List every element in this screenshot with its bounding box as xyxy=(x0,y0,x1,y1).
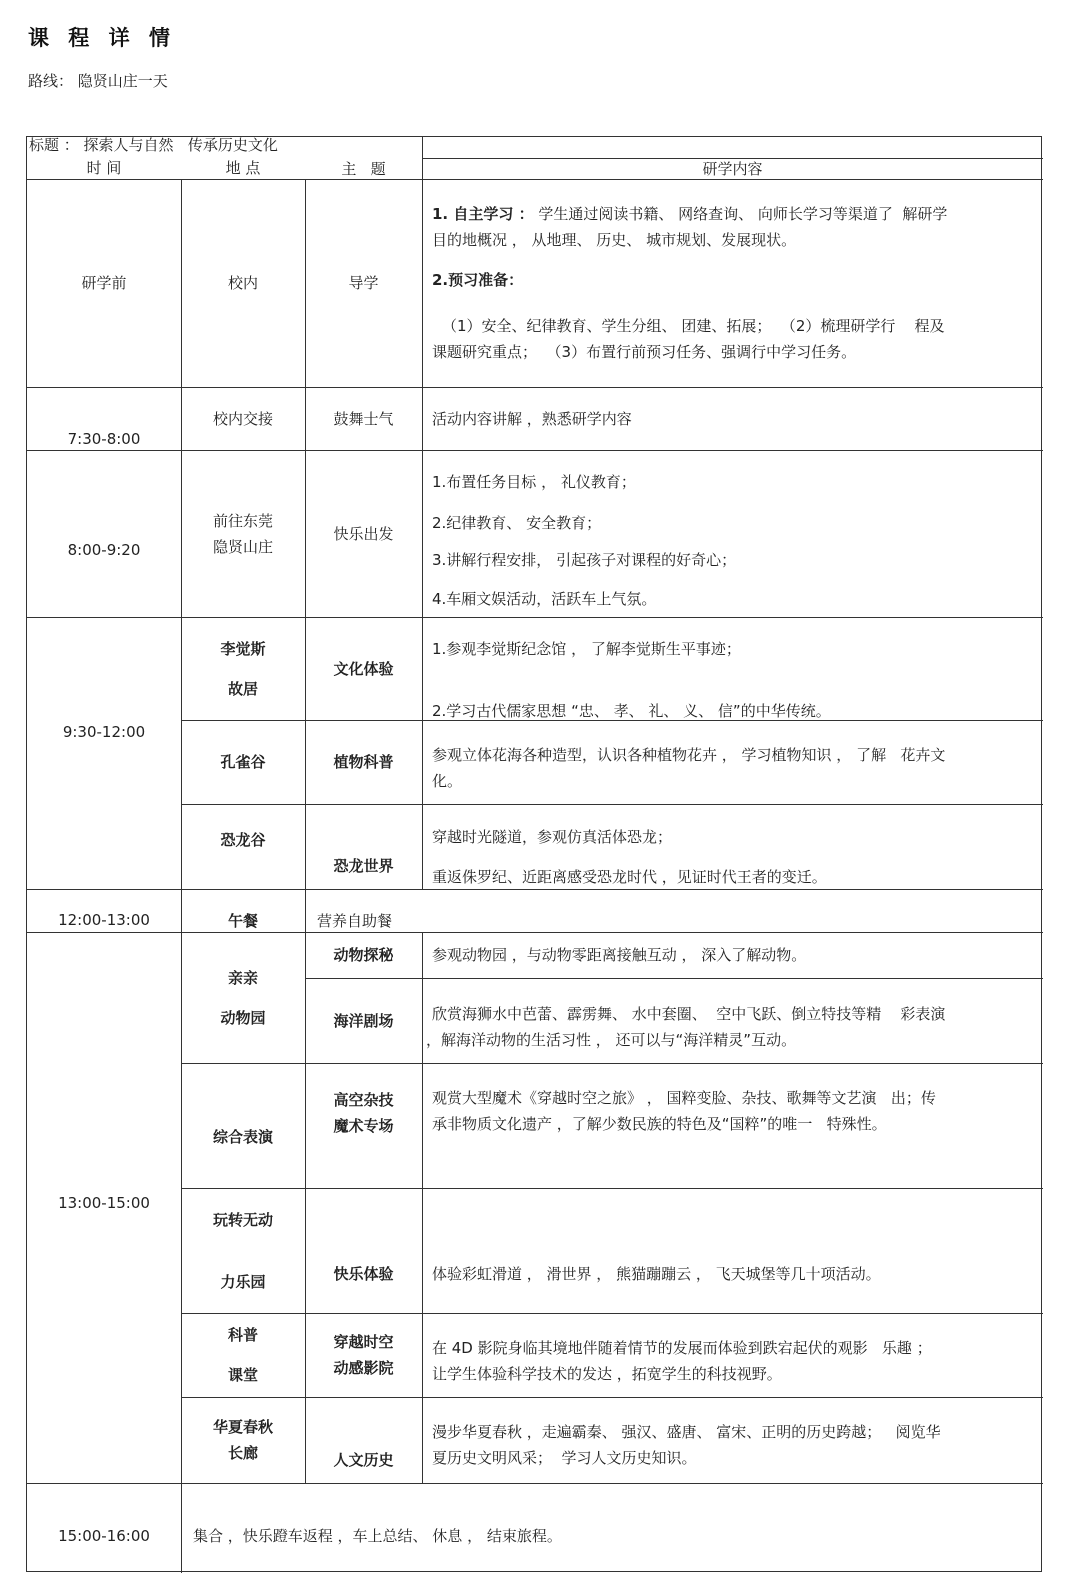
theme-line: 魔术专场 xyxy=(333,1117,394,1135)
content-line: 在 4D 影院身临其境地伴随着情节的发展而体验到跌宕起伏的观影 乐趣 ； xyxy=(432,1339,932,1357)
content-line: 目的地概况 ， 从地理、 历史、 城市规划、发展现状。 xyxy=(432,231,797,249)
theme-cell: 植物科普 xyxy=(333,753,394,771)
location-line: 亲亲 xyxy=(227,968,258,987)
theme-cell: 恐龙世界 xyxy=(333,857,394,875)
content-line: 参观动物园 ，与动物零距离接触互动 ， 深入了解动物。 xyxy=(432,946,807,964)
content-line: 欣赏海狮水中芭蕾、霹雳舞、 水中套圈、 空中飞跃、倒立特技等精 彩表演 xyxy=(432,1005,946,1023)
theme-cell: 鼓舞士气 xyxy=(333,409,394,428)
content-line: 漫步华夏春秋 ，走遍霸秦、 强汉、盛唐、 富宋、正明的历史跨越； 阅览华 xyxy=(432,1423,941,1441)
content-line: 2.学习古代儒家思想 “忠、 孝、 礼、 义、 信”的中华传统。 xyxy=(432,702,831,720)
location-line: 李觉斯 xyxy=(220,639,266,658)
content-line: 4.车厢文娱活动，活跃车上气氛。 xyxy=(432,590,657,608)
location-cell: 校内交接 xyxy=(212,409,273,428)
header-time: 时 间 xyxy=(86,159,122,177)
content-line: 1.参观李觉斯纪念馆 ， 了解李觉斯生平事迹； xyxy=(432,640,741,658)
content-line: 活动内容讲解 ，熟悉研学内容 xyxy=(432,409,632,428)
location-cell: 综合表演 xyxy=(212,1128,273,1146)
return-content: 集合 ，快乐蹬车返程 ，车上总结、 休息 ， 结束旅程。 xyxy=(193,1527,562,1545)
content-line: 学生通过阅读书籍、 网络查询、 向师长学习等渠道了 解研学 xyxy=(533,205,948,223)
content-cell xyxy=(422,450,1043,617)
content-line: 夏历史文明风采； 学习人文历史知识。 xyxy=(432,1449,697,1467)
theme-cell: 海洋剧场 xyxy=(333,1011,394,1030)
table-caption: 标题 ： 探索人与自然 传承历史文化 xyxy=(29,136,278,154)
location-line: 前往东莞 xyxy=(212,511,273,530)
location-cell xyxy=(181,1188,305,1313)
content-heading: 2.预习准备： xyxy=(432,271,524,289)
location-line: 科普 xyxy=(227,1326,258,1344)
location-cell: 校内 xyxy=(227,274,258,292)
content-line: 化。 xyxy=(432,772,463,790)
schedule-table xyxy=(26,136,1042,1572)
content-line: 承非物质文化遗产 ，了解少数民族的特色及“国粹”的唯一 特殊性。 xyxy=(432,1115,887,1133)
content-line: 1.布置任务目标 ， 礼仪教育； xyxy=(432,473,636,491)
header-location: 地 点 xyxy=(225,159,261,177)
time-cell: 研学前 xyxy=(81,274,127,292)
content-line: 重返侏罗纪、近距离感受恐龙时代 ，见证时代王者的变迁。 xyxy=(432,868,827,886)
location-line: 课堂 xyxy=(227,1366,258,1384)
location-cell: 午餐 xyxy=(227,912,258,930)
time-cell: 12:00-13:00 xyxy=(58,911,150,929)
content-line: 穿越时光隧道，参观仿真活体恐龙； xyxy=(432,828,673,846)
theme-line: 高空杂技 xyxy=(333,1091,394,1109)
time-cell: 7:30-8:00 xyxy=(67,430,141,448)
location-line: 华夏春秋 xyxy=(212,1418,273,1436)
location-cell: 孔雀谷 xyxy=(220,753,266,771)
header-theme: 主 题 xyxy=(341,160,386,178)
time-cell: 8:00-9:20 xyxy=(67,541,141,559)
theme-cell: 快乐体验 xyxy=(333,1265,394,1283)
theme-cell: 导学 xyxy=(348,274,379,292)
route-label: 路线： 隐贤山庄一天 xyxy=(28,72,168,90)
content-line: 参观立体花海各种造型，认识各种植物花卉 ， 学习植物知识 ， 了解 花卉文 xyxy=(432,746,946,764)
content-cell xyxy=(422,932,1043,978)
content-line: 体验彩虹滑道 ， 滑世界 ， 熊猫蹦蹦云 ， 飞天城堡等几十项活动。 xyxy=(432,1265,881,1283)
location-cell xyxy=(181,1397,305,1483)
lunch-content: 营养自助餐 xyxy=(317,912,393,930)
location-line: 动物园 xyxy=(220,1008,266,1027)
content-cell xyxy=(422,617,1043,720)
content-cell xyxy=(422,720,1043,804)
theme-line: 动感影院 xyxy=(333,1359,394,1377)
content-cell xyxy=(422,804,1043,889)
location-cell xyxy=(181,617,305,720)
theme-cell xyxy=(305,1313,422,1397)
content-line: 课题研究重点； （3）布置行前预习任务、强调行中学习任务。 xyxy=(432,343,857,361)
content-line: 2.纪律教育、 安全教育； xyxy=(432,514,602,532)
time-cell: 13:00-15:00 xyxy=(58,1194,150,1212)
content-cell xyxy=(422,1261,1043,1287)
content-line: 3.讲解行程安排， 引起孩子对课程的好奇心； xyxy=(432,551,737,569)
content-line: 观赏大型魔术《穿越时空之旅》 ， 国粹变脸、杂技、歌舞等文艺演 出；传 xyxy=(432,1089,936,1107)
row-divider xyxy=(27,1483,1043,1484)
content-cell xyxy=(422,1063,1043,1188)
location-cell: 恐龙谷 xyxy=(220,831,266,849)
location-cell xyxy=(181,1313,305,1397)
content-heading: 1. 自主学习 ： xyxy=(432,205,534,223)
location-line: 力乐园 xyxy=(220,1272,266,1291)
theme-cell: 人文历史 xyxy=(333,1451,394,1469)
content-line: ，解海洋动物的生活习性 ， 还可以与“海洋精灵”互动。 xyxy=(426,1031,797,1049)
theme-cell xyxy=(305,1083,422,1143)
content-cell xyxy=(422,1397,1043,1483)
location-cell xyxy=(181,450,305,617)
time-cell: 15:00-16:00 xyxy=(58,1527,150,1545)
theme-cell: 快乐出发 xyxy=(333,524,394,543)
theme-cell: 文化体验 xyxy=(333,659,394,678)
theme-line: 穿越时空 xyxy=(333,1333,394,1351)
location-line: 长廊 xyxy=(227,1444,258,1462)
content-line: 让学生体验科学技术的发达 ，拓宽学生的科技视野。 xyxy=(432,1365,782,1383)
page-title: 课 程 详 情 xyxy=(28,26,176,50)
content-line: （1）安全、纪律教育、学生分组、 团建、拓展； （2）梳理研学行 程及 xyxy=(442,317,945,335)
location-line: 玩转无动 xyxy=(212,1210,273,1229)
row-divider xyxy=(181,1188,1043,1189)
content-cell xyxy=(422,1313,1043,1397)
location-cell xyxy=(181,932,305,1063)
location-line: 故居 xyxy=(227,679,258,698)
content-cell xyxy=(422,179,1043,387)
theme-cell: 动物探秘 xyxy=(333,946,394,964)
time-cell: 9:30-12:00 xyxy=(62,723,146,741)
content-cell xyxy=(422,387,1043,450)
location-line: 隐贤山庄 xyxy=(212,537,273,556)
content-cell xyxy=(422,978,1043,1063)
header-content: 研学内容 xyxy=(702,160,763,178)
